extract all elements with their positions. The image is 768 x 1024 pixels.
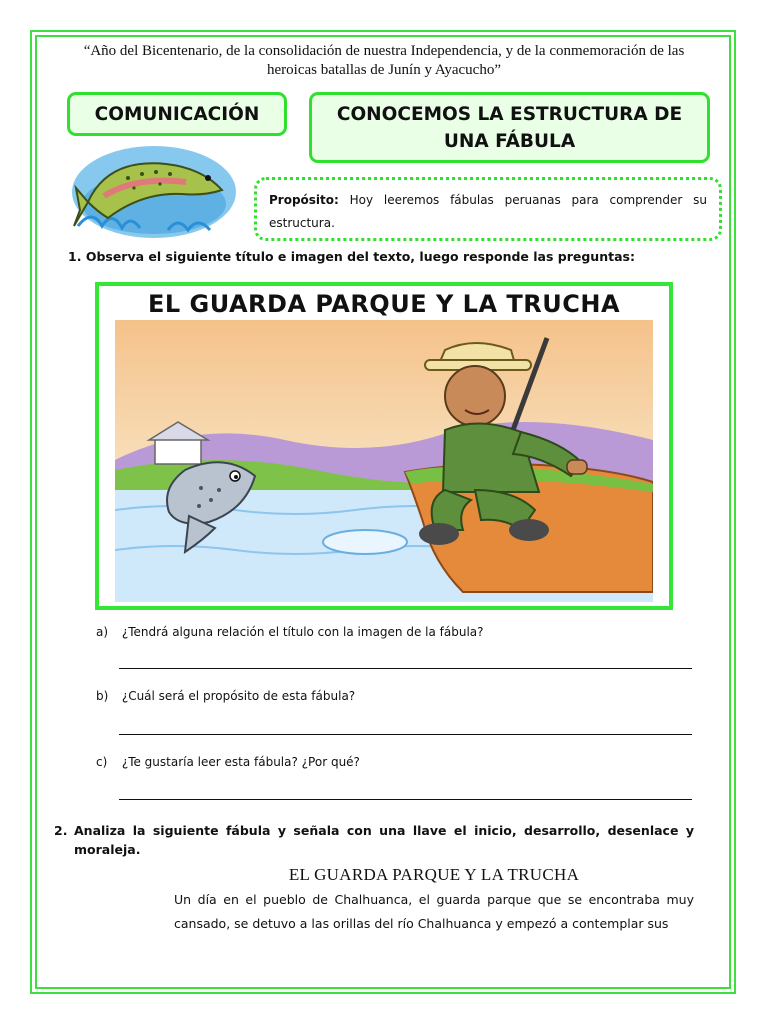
answer-line-a[interactable] [119, 668, 692, 669]
story-image-title: EL GUARDA PARQUE Y LA TRUCHA [147, 290, 621, 318]
activity-1-text: Observa el siguiente título e imagen del texto, luego responde las preguntas: [85, 249, 635, 264]
activity-2-number: 2. [54, 823, 68, 838]
purpose-text: Hoy leeremos fábulas peruanas para comprender su estructura. [269, 193, 707, 230]
purpose-label: Propósito: [269, 193, 339, 207]
question-c-label: c) [96, 755, 108, 769]
subject-box: COMUNICACIÓN [67, 92, 287, 136]
question-c [96, 755, 360, 769]
trout-jumping-illustration [68, 142, 240, 242]
purpose-box [254, 177, 722, 241]
answer-line-b[interactable] [119, 734, 692, 735]
question-b-label: b) [96, 689, 109, 703]
park-ranger-and-trout-illustration [115, 320, 653, 602]
activity-1-number: 1. [68, 249, 82, 264]
question-b-text: ¿Cuál será el propósito de esta fábula? [121, 689, 356, 703]
topic-box: CONOCEMOS LA ESTRUCTURA DE UNA FÁBULA [309, 92, 710, 163]
fable-title: EL GUARDA PARQUE Y LA TRUCHA [288, 865, 580, 884]
fable-text: Un día en el pueblo de Chalhuanca, el guarda parque que se encontraba muy cansado, se detuvo a las orillas del río Chalhuanca y empezó a contemplar sus [174, 892, 694, 931]
activity-2-text: Analiza la siguiente fábula y señala con una llave el inicio, desarrollo, desenlace y moraleja. [74, 823, 694, 857]
story-image-frame [95, 282, 673, 610]
question-a [96, 625, 484, 639]
question-b [96, 689, 355, 703]
activity-2-instruction [54, 821, 694, 859]
question-c-text: ¿Te gustaría leer esta fábula? ¿Por qué? [121, 755, 360, 769]
question-a-label: a) [96, 625, 109, 639]
motto-text: “Año del Bicentenario, de la consolidación de nuestra Independencia, y de la conmemoración de las heroicas batallas de Junín y Ayacucho” [83, 43, 685, 78]
answer-line-c[interactable] [119, 799, 692, 800]
question-a-text: ¿Tendrá alguna relación el título con la imagen de la fábula? [121, 625, 484, 639]
activity-1-instruction [68, 249, 708, 264]
